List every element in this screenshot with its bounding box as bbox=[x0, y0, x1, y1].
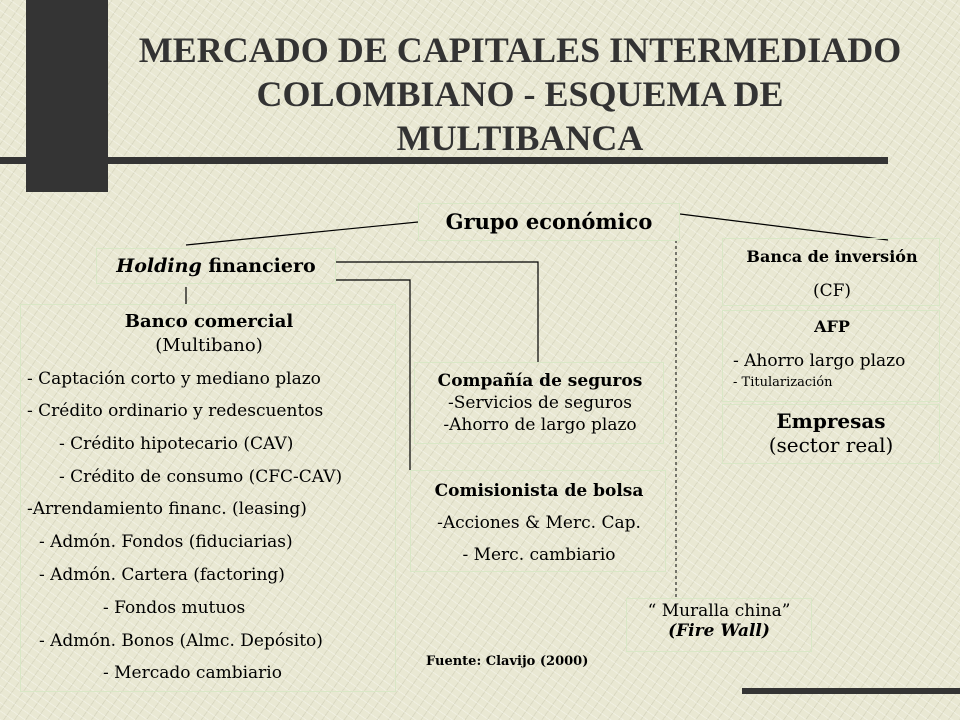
banco-item: - Captación corto y mediano plazo bbox=[27, 369, 321, 389]
inversion-title: Banca de inversión bbox=[746, 247, 918, 266]
title-line-3: MULTIBANCA bbox=[396, 118, 644, 158]
banco-item: - Fondos mutuos bbox=[103, 598, 246, 618]
muralla-line-2: (Fire Wall) bbox=[668, 621, 770, 641]
afp-item: - Ahorro largo plazo bbox=[733, 351, 906, 371]
bolsa-title: Comisionista de bolsa bbox=[434, 481, 644, 501]
empresas-subtitle: (sector real) bbox=[768, 433, 894, 457]
afp-title: AFP bbox=[814, 317, 850, 336]
grupo-economico-label: Grupo económico bbox=[445, 209, 653, 234]
seguros-title: Compañía de seguros bbox=[437, 371, 643, 391]
bolsa-item: -Acciones & Merc. Cap. bbox=[437, 513, 641, 533]
holding-financiero-box bbox=[96, 248, 336, 284]
holding-rest-label: financiero bbox=[201, 255, 316, 277]
seguros-item: -Ahorro de largo plazo bbox=[443, 415, 637, 435]
banco-item: - Admón. Cartera (factoring) bbox=[39, 565, 285, 585]
banco-comercial-box bbox=[20, 304, 396, 692]
comisionista-bolsa-box bbox=[410, 470, 666, 572]
banco-item: -Arrendamiento financ. (leasing) bbox=[27, 499, 307, 519]
title-line-1: MERCADO DE CAPITALES INTERMEDIADO bbox=[138, 30, 902, 70]
inversion-subtitle: (CF) bbox=[812, 281, 852, 301]
banco-item: - Mercado cambiario bbox=[103, 663, 282, 683]
empresas-box bbox=[722, 404, 940, 464]
fuente-caption: Fuente: Clavijo (2000) bbox=[426, 654, 589, 669]
grupo-economico-box bbox=[418, 203, 680, 241]
afp-box bbox=[722, 310, 940, 402]
muralla-line-1: “ Muralla china” bbox=[647, 601, 791, 621]
bolsa-item: - Merc. cambiario bbox=[462, 545, 616, 565]
banco-item: - Admón. Fondos (fiduciarias) bbox=[39, 532, 293, 552]
banco-item: - Crédito ordinario y redescuentos bbox=[27, 401, 324, 421]
banco-item: - Crédito hipotecario (CAV) bbox=[59, 434, 294, 454]
afp-item: - Titularización bbox=[733, 375, 833, 390]
banco-item: - Crédito de consumo (CFC-CAV) bbox=[59, 467, 343, 487]
banco-comercial-subtitle: (Multibano) bbox=[155, 335, 263, 356]
holding-italic-label: Holding bbox=[116, 255, 202, 277]
seguros-item: -Servicios de seguros bbox=[448, 393, 632, 413]
banco-item: - Admón. Bonos (Almc. Depósito) bbox=[39, 631, 323, 651]
compania-seguros-box bbox=[414, 362, 664, 444]
title-line-2: COLOMBIANO - ESQUEMA DE bbox=[256, 74, 784, 114]
muralla-china-box bbox=[626, 598, 812, 652]
banca-inversion-box bbox=[722, 238, 940, 306]
empresas-title: Empresas bbox=[776, 409, 886, 433]
banco-comercial-title: Banco comercial bbox=[124, 311, 294, 332]
